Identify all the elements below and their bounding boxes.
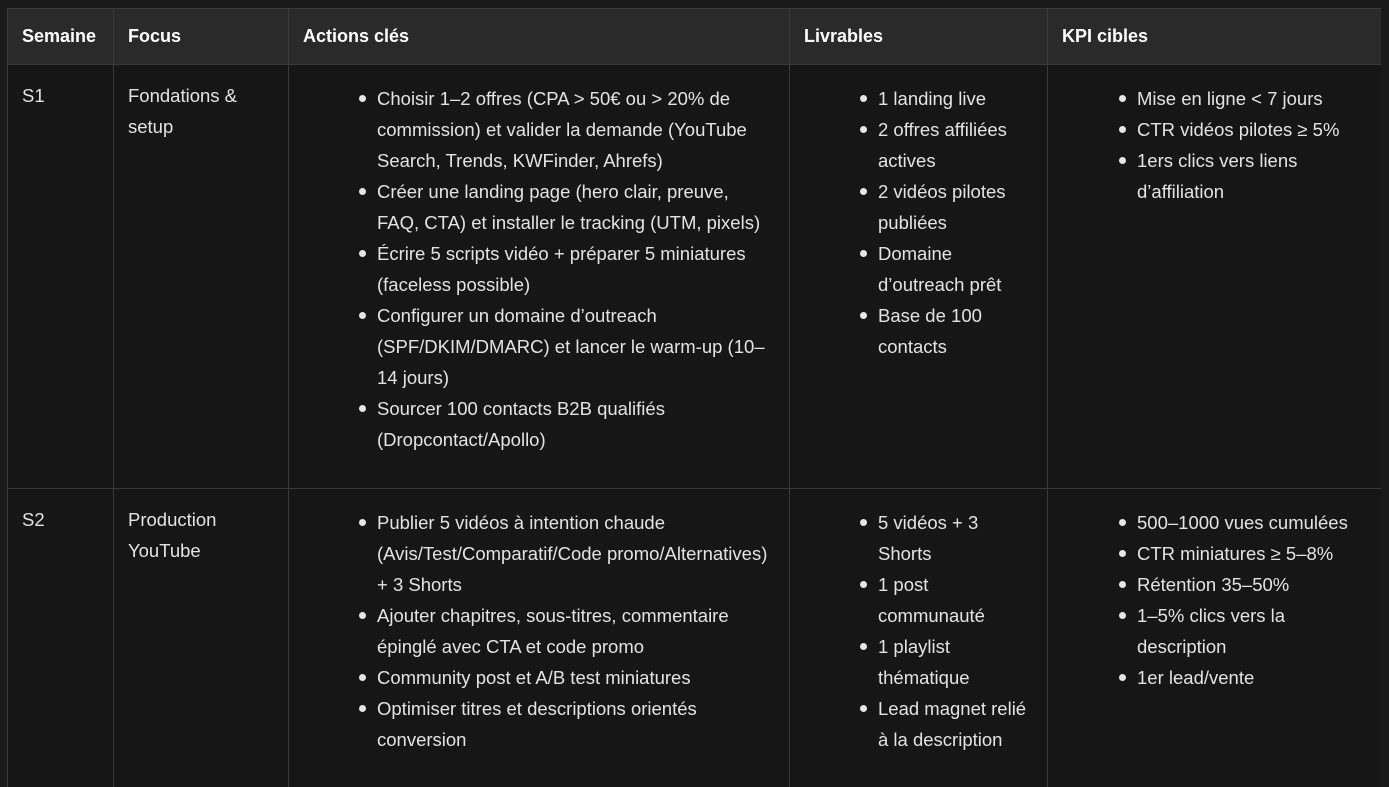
bullet-icon (359, 312, 366, 319)
list-item-text: 1er lead/vente (1137, 667, 1255, 688)
kpis-list (1062, 507, 1367, 693)
focus-cell: Fondations & setup (114, 65, 289, 489)
list-item (377, 393, 775, 455)
list-item-text: Sourcer 100 contacts B2B qualifiés (Dropcontact/Apollo) (377, 398, 665, 450)
list-item (1137, 114, 1367, 145)
list-item (377, 238, 775, 300)
bullet-icon (860, 581, 867, 588)
list-item-text: Créer une landing page (hero clair, preuve, FAQ, CTA) et installer le tracking (UTM, pixels) (377, 181, 761, 233)
table-body (8, 65, 1382, 787)
bullet-icon (359, 612, 366, 619)
week-cell: S2 (8, 489, 114, 787)
list-item-text: Community post et A/B test miniatures (377, 667, 691, 688)
list-item-text: Ajouter chapitres, sous-titres, commentaire épinglé avec CTA et code promo (377, 605, 729, 657)
bullet-icon (1119, 157, 1126, 164)
list-item-text: 1 post communauté (878, 574, 985, 626)
actions-cell (289, 489, 790, 787)
header-row (8, 9, 1382, 65)
list-item-text: Choisir 1–2 offres (CPA > 50€ ou > 20% de commission) et valider la demande (YouTube Search, Trends, KWFinder, Ahrefs) (377, 88, 747, 171)
list-item (878, 238, 1033, 300)
header-deliverables: Livrables (790, 9, 1048, 65)
bullet-icon (359, 519, 366, 526)
header-actions: Actions clés (289, 9, 790, 65)
bullet-icon (860, 312, 867, 319)
bullet-icon (1119, 612, 1126, 619)
bullet-icon (1119, 519, 1126, 526)
list-item (878, 83, 1033, 114)
bullet-icon (860, 519, 867, 526)
bullet-icon (860, 705, 867, 712)
list-item (1137, 145, 1367, 207)
bullet-icon (359, 405, 366, 412)
list-item (878, 114, 1033, 176)
list-item (377, 662, 775, 693)
bullet-icon (860, 95, 867, 102)
list-item-text: CTR vidéos pilotes ≥ 5% (1137, 119, 1340, 140)
list-item-text: 1–5% clics vers la description (1137, 605, 1286, 657)
list-item (878, 569, 1033, 631)
table-header (8, 9, 1382, 65)
list-item (377, 176, 775, 238)
list-item (878, 631, 1033, 693)
deliverables-cell (790, 489, 1048, 787)
bullet-icon (1119, 674, 1126, 681)
header-focus: Focus (114, 9, 289, 65)
kpis-cell (1048, 65, 1382, 489)
bullet-icon (860, 250, 867, 257)
table-row (8, 489, 1382, 787)
list-item (1137, 569, 1367, 600)
list-item (1137, 662, 1367, 693)
list-item (377, 693, 775, 755)
table-row (8, 65, 1382, 489)
bullet-icon (359, 674, 366, 681)
bullet-icon (1119, 126, 1126, 133)
deliverables-cell (790, 65, 1048, 489)
list-item-text: 2 vidéos pilotes publiées (878, 181, 1006, 233)
list-item (377, 83, 775, 176)
actions-list (303, 507, 775, 755)
list-item (878, 693, 1033, 755)
deliverables-list (804, 83, 1033, 362)
bullet-icon (359, 95, 366, 102)
list-item-text: Optimiser titres et descriptions orientés conversion (377, 698, 697, 750)
list-item-text: Lead magnet relié à la description (878, 698, 1027, 750)
list-item-text: Configurer un domaine d’outreach (SPF/DKIM/DMARC) et lancer le warm-up (10–14 jours) (377, 305, 765, 388)
list-item-text: CTR miniatures ≥ 5–8% (1137, 543, 1334, 564)
list-item (1137, 538, 1367, 569)
bullet-icon (1119, 581, 1126, 588)
list-item (878, 300, 1033, 362)
header-kpis: KPI cibles (1048, 9, 1382, 65)
list-item (1137, 507, 1367, 538)
list-item-text: Écrire 5 scripts vidéo + préparer 5 miniatures (faceless possible) (377, 243, 746, 295)
list-item (377, 300, 775, 393)
list-item-text: 2 offres affiliées actives (878, 119, 1007, 171)
deliverables-list (804, 507, 1033, 755)
list-item-text: 1ers clics vers liens d’affiliation (1137, 150, 1298, 202)
bullet-icon (860, 126, 867, 133)
list-item-text: Publier 5 vidéos à intention chaude (Avis/Test/Comparatif/Code promo/Alternatives) + 3 Shorts (377, 512, 768, 595)
actions-cell (289, 65, 790, 489)
bullet-icon (860, 188, 867, 195)
week-cell: S1 (8, 65, 114, 489)
actions-list (303, 83, 775, 455)
list-item (878, 176, 1033, 238)
plan-table-container (7, 8, 1381, 787)
header-week: Semaine (8, 9, 114, 65)
focus-cell: Production YouTube (114, 489, 289, 787)
bullet-icon (1119, 550, 1126, 557)
list-item-text: 5 vidéos + 3 Shorts (878, 512, 979, 564)
list-item-text: Base de 100 contacts (878, 305, 982, 357)
bullet-icon (359, 705, 366, 712)
list-item (377, 507, 775, 600)
kpis-cell (1048, 489, 1382, 787)
list-item (1137, 83, 1367, 114)
plan-table (7, 8, 1381, 787)
list-item (1137, 600, 1367, 662)
list-item-text: 500–1000 vues cumulées (1137, 512, 1348, 533)
list-item (377, 600, 775, 662)
bullet-icon (1119, 95, 1126, 102)
list-item-text: Rétention 35–50% (1137, 574, 1290, 595)
list-item-text: Mise en ligne < 7 jours (1137, 88, 1323, 109)
list-item-text: Domaine d’outreach prêt (878, 243, 1002, 295)
bullet-icon (860, 643, 867, 650)
list-item-text: 1 landing live (878, 88, 986, 109)
list-item-text: 1 playlist thématique (878, 636, 970, 688)
bullet-icon (359, 188, 366, 195)
list-item (878, 507, 1033, 569)
kpis-list (1062, 83, 1367, 207)
bullet-icon (359, 250, 366, 257)
